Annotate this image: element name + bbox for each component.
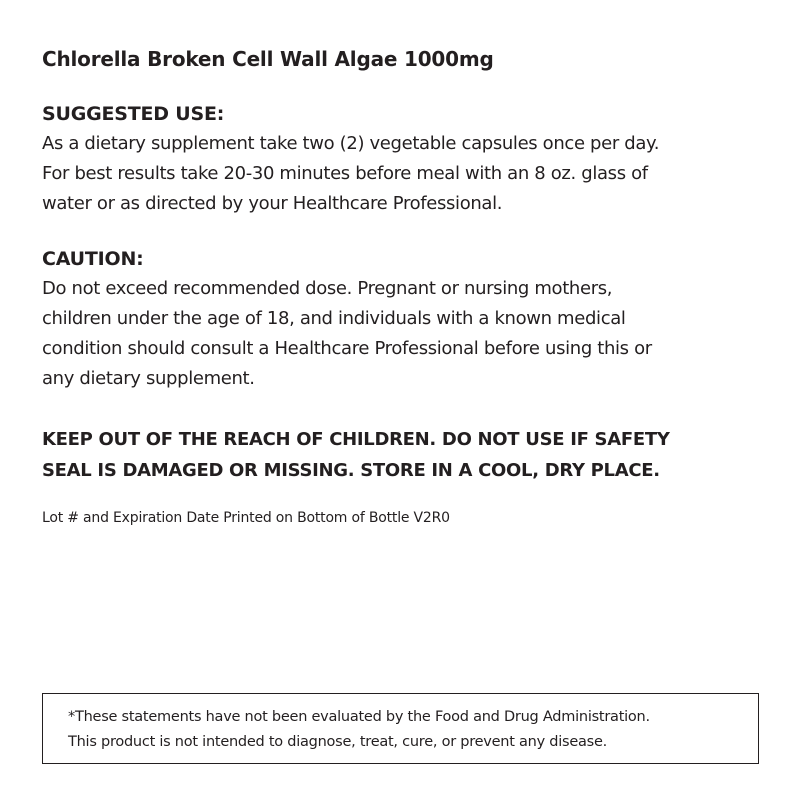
lot-expiration-note: Lot # and Expiration Date Printed on Bottom of Bottle V2R0 xyxy=(42,510,450,526)
safety-warning xyxy=(42,424,782,486)
suggested-use-section xyxy=(42,99,782,219)
disclaimer-line: *These statements have not been evaluated by the Food and Drug Administration. xyxy=(68,709,650,725)
warning-line: SEAL IS DAMAGED OR MISSING. STORE IN A COOL, DRY PLACE. xyxy=(42,460,660,481)
caution-line: condition should consult a Healthcare Professional before using this or xyxy=(42,338,652,359)
caution-line: children under the age of 18, and individuals with a known medical xyxy=(42,308,626,329)
suggested-use-heading: SUGGESTED USE: xyxy=(42,103,225,125)
suggested-use-line: As a dietary supplement take two (2) vegetable capsules once per day. xyxy=(42,133,660,154)
suggested-use-line: For best results take 20-30 minutes before meal with an 8 oz. glass of xyxy=(42,163,648,184)
caution-heading: CAUTION: xyxy=(42,248,144,270)
disclaimer-line: This product is not intended to diagnose, treat, cure, or prevent any disease. xyxy=(68,734,607,750)
suggested-use-line: water or as directed by your Healthcare Professional. xyxy=(42,193,503,214)
caution-line: Do not exceed recommended dose. Pregnant or nursing mothers, xyxy=(42,278,613,299)
fda-disclaimer-box xyxy=(42,693,759,764)
caution-line: any dietary supplement. xyxy=(42,368,255,389)
product-title: Chlorella Broken Cell Wall Algae 1000mg xyxy=(42,47,494,71)
warning-line: KEEP OUT OF THE REACH OF CHILDREN. DO NOT USE IF SAFETY xyxy=(42,429,670,450)
caution-section xyxy=(42,244,782,394)
